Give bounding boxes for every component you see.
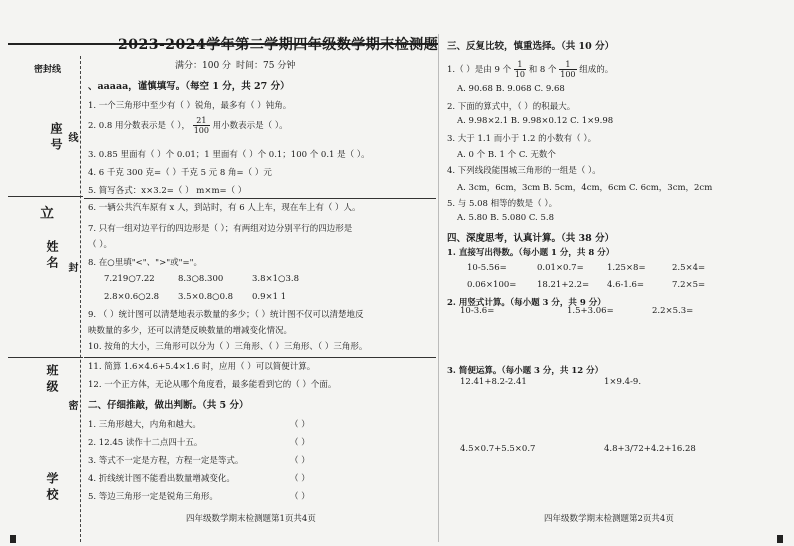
section4-title: 四、深度思考，认真计算。（共 38 分） — [447, 233, 615, 244]
fold-mark-2 — [8, 357, 83, 358]
side-label-li: 立 — [40, 206, 54, 222]
fold-line-mid1 — [84, 198, 436, 199]
s3-q2-options: A. 9.98×2.1 B. 9.98×0.12 C. 1×9.98 — [457, 116, 614, 126]
s3-q1-options: A. 90.68 B. 9.068 C. 9.68 — [457, 84, 565, 94]
s2-blank-4: （ ） — [290, 474, 310, 484]
s2-blank-5: （ ） — [290, 492, 310, 502]
s4-simplify-2: 1×9.4-9. — [604, 377, 642, 387]
s1-q5: 5. 简写各式：x×3.2=（ ） m×m=（ ） — [88, 186, 247, 196]
s1-q3: 3. 0.85 里面有（ ）个 0.01；1 里面有（ ）个 0.1；100 个 0.1 是（ ）。 — [88, 150, 370, 160]
side-label-xingming: 姓 名 — [45, 240, 59, 269]
s4-r2-a: 0.06×100= — [467, 280, 517, 290]
corner-mark: 密封线 — [34, 65, 62, 75]
s1-q8-r2-b: 3.5×0.8○0.8 — [178, 292, 234, 302]
s3-q5: 5. 与 5.08 相等的数是（ ）。 — [447, 199, 558, 209]
s4-simplify-3: 4.5×0.7+5.5×0.7 — [460, 444, 536, 454]
s2-item-3: 3. 等式不一定是方程，方程一定是等式。 — [88, 456, 244, 466]
s3-q4: 4. 下列线段能围城三角形的一组是（ ）。 — [447, 166, 601, 176]
s1-q2-part-a: 2. 0.8 用分数表示是（ ）， — [88, 121, 190, 131]
time-line: 时间：75 分钟 — [236, 61, 296, 71]
s4-vertical-1: 10-3.6= — [460, 306, 495, 316]
page-divider — [438, 34, 439, 542]
s4-r1-a: 10-5.56= — [467, 263, 507, 273]
section2-title: 二、仔细推敲，做出判断。（共 5 分） — [88, 400, 249, 411]
score-line: 满分：100 分 — [175, 61, 232, 71]
s3-q1 — [447, 60, 613, 79]
s3-q2: 2. 下面的算式中，（ ）的积最大。 — [447, 102, 576, 112]
s4-r1-d: 2.5×4= — [672, 263, 706, 273]
s2-blank-1: （ ） — [290, 420, 310, 430]
scan-mark-2 — [777, 535, 783, 543]
s3-q1-f2-den: 100 — [560, 70, 576, 79]
side-label-mi: 密 — [66, 400, 77, 410]
s3-q3: 3. 大于 1.1 而小于 1.2 的小数有（ ）。 — [447, 134, 597, 144]
side-label-xian: 线 — [66, 132, 77, 142]
s3-q1-part-a: 1.（ ）是由 9 个 — [447, 65, 512, 75]
s4-vertical-3: 2.2×5.3= — [652, 306, 694, 316]
s1-q7b: （ ）。 — [88, 240, 112, 250]
side-label-xuehao: 座 号 — [49, 122, 63, 151]
s1-q7a: 7. 只有一组对边平行的四边形是（ ）；有两组对边分别平行的四边形是 — [88, 224, 353, 234]
s4-simplify-4: 4.8+3/72+4.2+16.28 — [604, 444, 696, 454]
s1-q8-r1-c: 3.8×1○3.8 — [252, 274, 299, 284]
s4-sub2-title: 2. 用竖式计算。（每小题 3 分，共 9 分） — [447, 298, 606, 308]
s3-q1-part-c: 组成的。 — [579, 65, 614, 75]
s4-r1-b: 0.01×0.7= — [537, 263, 584, 273]
s4-r2-d: 7.2×5= — [672, 280, 706, 290]
fold-mark-1 — [8, 196, 83, 197]
s1-q6: 6. 一辆公共汽车原有 x 人，到站时，有 6 人上车，现在车上有（ ）人。 — [88, 203, 361, 213]
s1-q2 — [88, 116, 288, 135]
s1-q9a: 9. （ ）统计图可以清楚地表示数量的多少；（ ）统计图不仅可以清楚地反 — [88, 310, 364, 320]
section3-title: 三、反复比较，慎重选择。（共 10 分） — [447, 41, 615, 52]
s1-q12: 12. 一个正方体，无论从哪个角度看，最多能看到它的（ ）个面。 — [88, 380, 337, 390]
s4-vertical-2: 1.5+3.06= — [567, 306, 614, 316]
exam-title: 2023-2024学年第二学期四年级数学期末检测题 — [118, 37, 439, 53]
s3-q5-options: A. 5.80 B. 5.080 C. 5.8 — [457, 213, 554, 223]
s1-q10: 10. 按角的大小，三角形可以分为（ ）三角形、（ ）三角形、（ ）三角形。 — [88, 342, 368, 352]
binding-line — [80, 56, 81, 542]
s4-r2-b: 18.21+2.2= — [537, 280, 590, 290]
section1-title: 、aaaaa，谨慎填写。（每空 1 分，共 27 分） — [88, 81, 290, 92]
s4-sub3-title: 3. 简便运算。（每小题 3 分，共 12 分） — [447, 366, 604, 376]
s1-q9b: 映数量的多少，还可以清楚反映数量的增减变化情况。 — [88, 326, 293, 336]
s2-item-2: 2. 12.45 读作十二点四十五。 — [88, 438, 203, 448]
scan-mark-1 — [10, 535, 16, 543]
s1-q2-frac-den: 100 — [193, 126, 209, 135]
side-label-banji: 班 级 — [45, 364, 59, 393]
s1-q8-title: 8. 在○里填"<"、">"或"="。 — [88, 258, 203, 268]
s1-q11: 11. 简算 1.6×4.6+5.4×1.6 时，应用（ ）可以简便计算。 — [88, 362, 316, 372]
s4-simplify-1: 12.41+8.2-2.41 — [460, 377, 527, 387]
footer-left: 四年级数学期末检测题第1页共4页 — [186, 514, 316, 524]
s2-item-4: 4. 折线统计图不能看出数量增减变化。 — [88, 474, 235, 484]
s1-q2-frac-num: 21 — [193, 116, 210, 126]
s3-q4-options: A. 3cm，6cm，3cm B. 5cm，4cm，6cm C. 6cm，3cm，2cm — [457, 183, 713, 193]
s3-q1-f1-den: 10 — [514, 70, 526, 79]
s2-item-5: 5. 等边三角形一定是锐角三角形。 — [88, 492, 218, 502]
s1-q8-r1-a: 7.219○7.22 — [104, 274, 155, 284]
s3-q1-f1-num: 1 — [514, 60, 526, 70]
side-label-xuexiao: 学 校 — [45, 472, 59, 501]
s1-q1: 1. 一个三角形中至少有（ ）锐角，最多有（ ）钝角。 — [88, 101, 292, 111]
s1-q4: 4. 6 千克 300 克=（ ）千克 5 元 8 角=（ ）元 — [88, 168, 272, 178]
s2-item-1: 1. 三角形越大，内角和越大。 — [88, 420, 201, 430]
s1-q8-r1-b: 8.3○8.300 — [178, 274, 224, 284]
s4-sub1-title: 1. 直接写出得数。（每小题 1 分，共 8 分） — [447, 248, 615, 258]
side-label-feng: 封 — [66, 262, 77, 272]
s4-r1-c: 1.25×8= — [607, 263, 646, 273]
s2-blank-2: （ ） — [290, 438, 310, 448]
s2-blank-3: （ ） — [290, 456, 310, 466]
s3-q1-f2-num: 1 — [559, 60, 576, 70]
s3-q3-options: A. 0 个 B. 1 个 C. 无数个 — [457, 150, 556, 160]
s1-q8-r2-c: 0.9×1 1 — [252, 292, 287, 302]
s1-q2-part-b: 用小数表示是（ ）。 — [212, 121, 288, 131]
s3-q1-fraction-2 — [559, 60, 576, 79]
s1-q2-fraction — [193, 116, 210, 135]
s3-q1-fraction-1 — [514, 60, 526, 79]
footer-right: 四年级数学期末检测题第2页共4页 — [544, 514, 674, 524]
s1-q8-r2-a: 2.8×0.6○2.8 — [104, 292, 160, 302]
s3-q1-part-b: 和 8 个 — [528, 65, 557, 75]
fold-line-mid2 — [84, 357, 436, 358]
s4-r2-c: 4.6-1.6= — [607, 280, 645, 290]
